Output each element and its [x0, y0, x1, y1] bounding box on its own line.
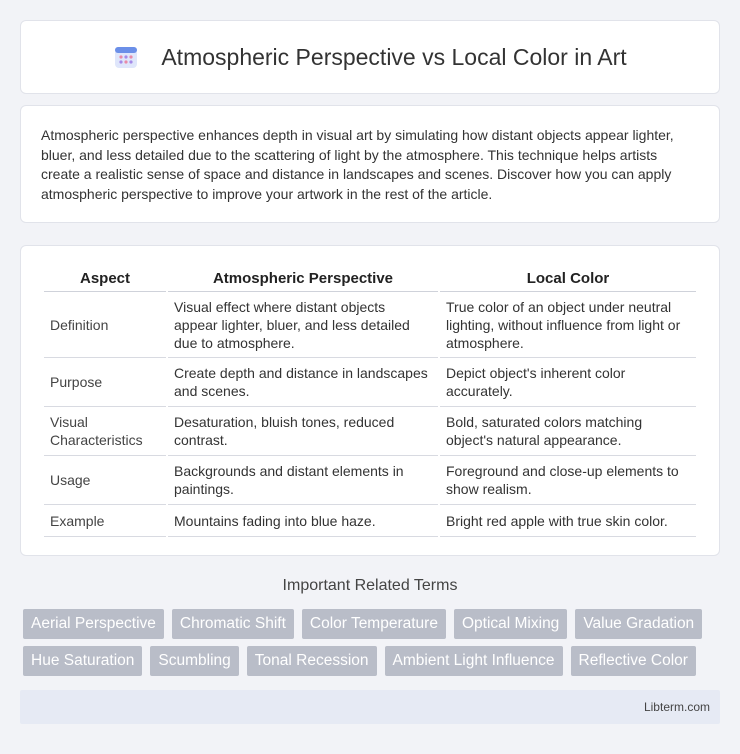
row-local-color: Depict object's inherent color accurately. [440, 358, 696, 407]
row-aspect: Visual Characteristics [44, 407, 166, 456]
table-row [44, 358, 696, 407]
comparison-table-card [20, 245, 720, 556]
row-local-color: True color of an object under neutral lighting, without influence from light or atmosphere. [440, 292, 696, 358]
row-local-color: Bright red apple with true skin color. [440, 505, 696, 537]
row-atmospheric-perspective: Backgrounds and distant elements in paintings. [168, 456, 438, 505]
tag-row [23, 609, 723, 639]
tag-value-gradation[interactable]: Value Gradation [575, 609, 702, 639]
row-aspect: Usage [44, 456, 166, 505]
header-card [20, 20, 720, 94]
row-atmospheric-perspective: Create depth and distance in landscapes and scenes. [168, 358, 438, 407]
intro-text: Atmospheric perspective enhances depth in visual art by simulating how distant objects appear lighter, bluer, and less detailed due to the scattering of light by the atmosphere. This technique helps artists create a realistic sense of space and distance in landscapes and scenes. Discover how you can apply atmospheric perspective to improve your artwork in the rest of the article. [41, 127, 674, 202]
row-atmospheric-perspective: Desaturation, bluish tones, reduced contrast. [168, 407, 438, 456]
tag-color-temperature[interactable]: Color Temperature [302, 609, 446, 639]
row-aspect: Purpose [44, 358, 166, 407]
column-header-atmospheric-perspective: Atmospheric Perspective [168, 266, 438, 292]
row-aspect: Definition [44, 292, 166, 358]
tag-tonal-recession[interactable]: Tonal Recession [247, 646, 377, 676]
row-aspect: Example [44, 505, 166, 537]
row-local-color: Foreground and close-up elements to show realism. [440, 456, 696, 505]
column-header-local-color: Local Color [440, 266, 696, 292]
table-row [44, 505, 696, 537]
tag-reflective-color[interactable]: Reflective Color [571, 646, 696, 676]
column-header-aspect: Aspect [44, 266, 166, 292]
table-header-row [44, 266, 696, 292]
tag-scumbling[interactable]: Scumbling [150, 646, 238, 676]
table-row [44, 407, 696, 456]
row-atmospheric-perspective: Visual effect where distant objects appear lighter, bluer, and less detailed due to atmosphere. [168, 292, 438, 358]
tag-optical-mixing[interactable]: Optical Mixing [454, 609, 567, 639]
page-title: Atmospheric Perspective vs Local Color in Art [161, 43, 627, 70]
tag-ambient-light-influence[interactable]: Ambient Light Influence [385, 646, 563, 676]
table-row [44, 456, 696, 505]
intro-card [20, 105, 720, 223]
tag-aerial-perspective[interactable]: Aerial Perspective [23, 609, 164, 639]
footer [20, 690, 720, 724]
table-row [44, 292, 696, 358]
tag-row [23, 646, 723, 676]
footer-site-link[interactable]: Libterm.com [643, 700, 710, 714]
related-terms-title: Important Related Terms [282, 577, 458, 594]
calendar-grid-icon [113, 44, 139, 70]
tag-chromatic-shift[interactable]: Chromatic Shift [172, 609, 294, 639]
row-local-color: Bold, saturated colors matching object's natural appearance. [440, 407, 696, 456]
row-atmospheric-perspective: Mountains fading into blue haze. [168, 505, 438, 537]
tag-hue-saturation[interactable]: Hue Saturation [23, 646, 142, 676]
related-terms-tags [23, 609, 723, 683]
comparison-table [42, 266, 698, 537]
